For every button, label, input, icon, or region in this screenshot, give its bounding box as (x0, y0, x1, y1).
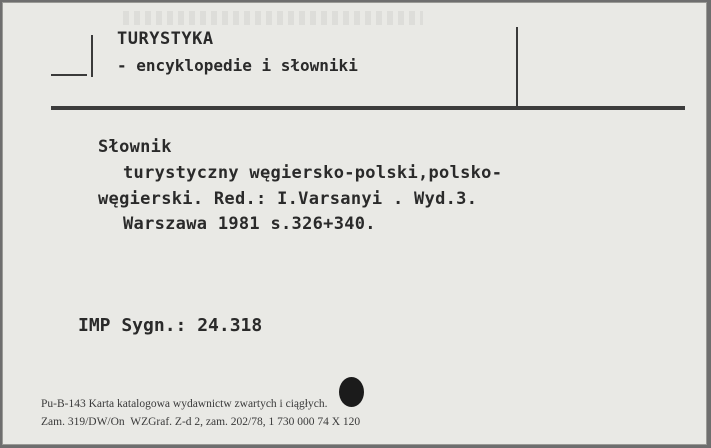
call-number: IMP Sygn.: 24.318 (78, 315, 263, 336)
punch-hole (339, 377, 364, 407)
header-vertical-divider (516, 27, 518, 107)
entry-publication-line: Warszawa 1981 s.326+340. (123, 214, 376, 234)
subject-subheading: - encyklopedie i słowniki (117, 56, 358, 75)
entry-title-line: Słownik (98, 137, 172, 157)
header-left-mark (91, 35, 93, 77)
printer-footer-line2: Zam. 319/DW/On WZGraf. Z-d 2, zam. 202/78, 1 730 000 74 X 120 (41, 416, 361, 428)
entry-description-line: turystyczny węgiersko-polski,polsko- (123, 163, 503, 183)
faded-stamp-text (123, 11, 423, 25)
catalog-card (2, 2, 707, 445)
header-underline-mark (51, 74, 87, 76)
horizontal-rule (51, 106, 685, 110)
entry-editor-line: węgierski. Red.: I.Varsanyi . Wyd.3. (98, 189, 478, 209)
printer-footer-line1: Pu-B-143 Karta katalogowa wydawnictw zwartych i ciągłych. (41, 398, 328, 410)
subject-heading: TURYSTYKA (117, 29, 214, 49)
